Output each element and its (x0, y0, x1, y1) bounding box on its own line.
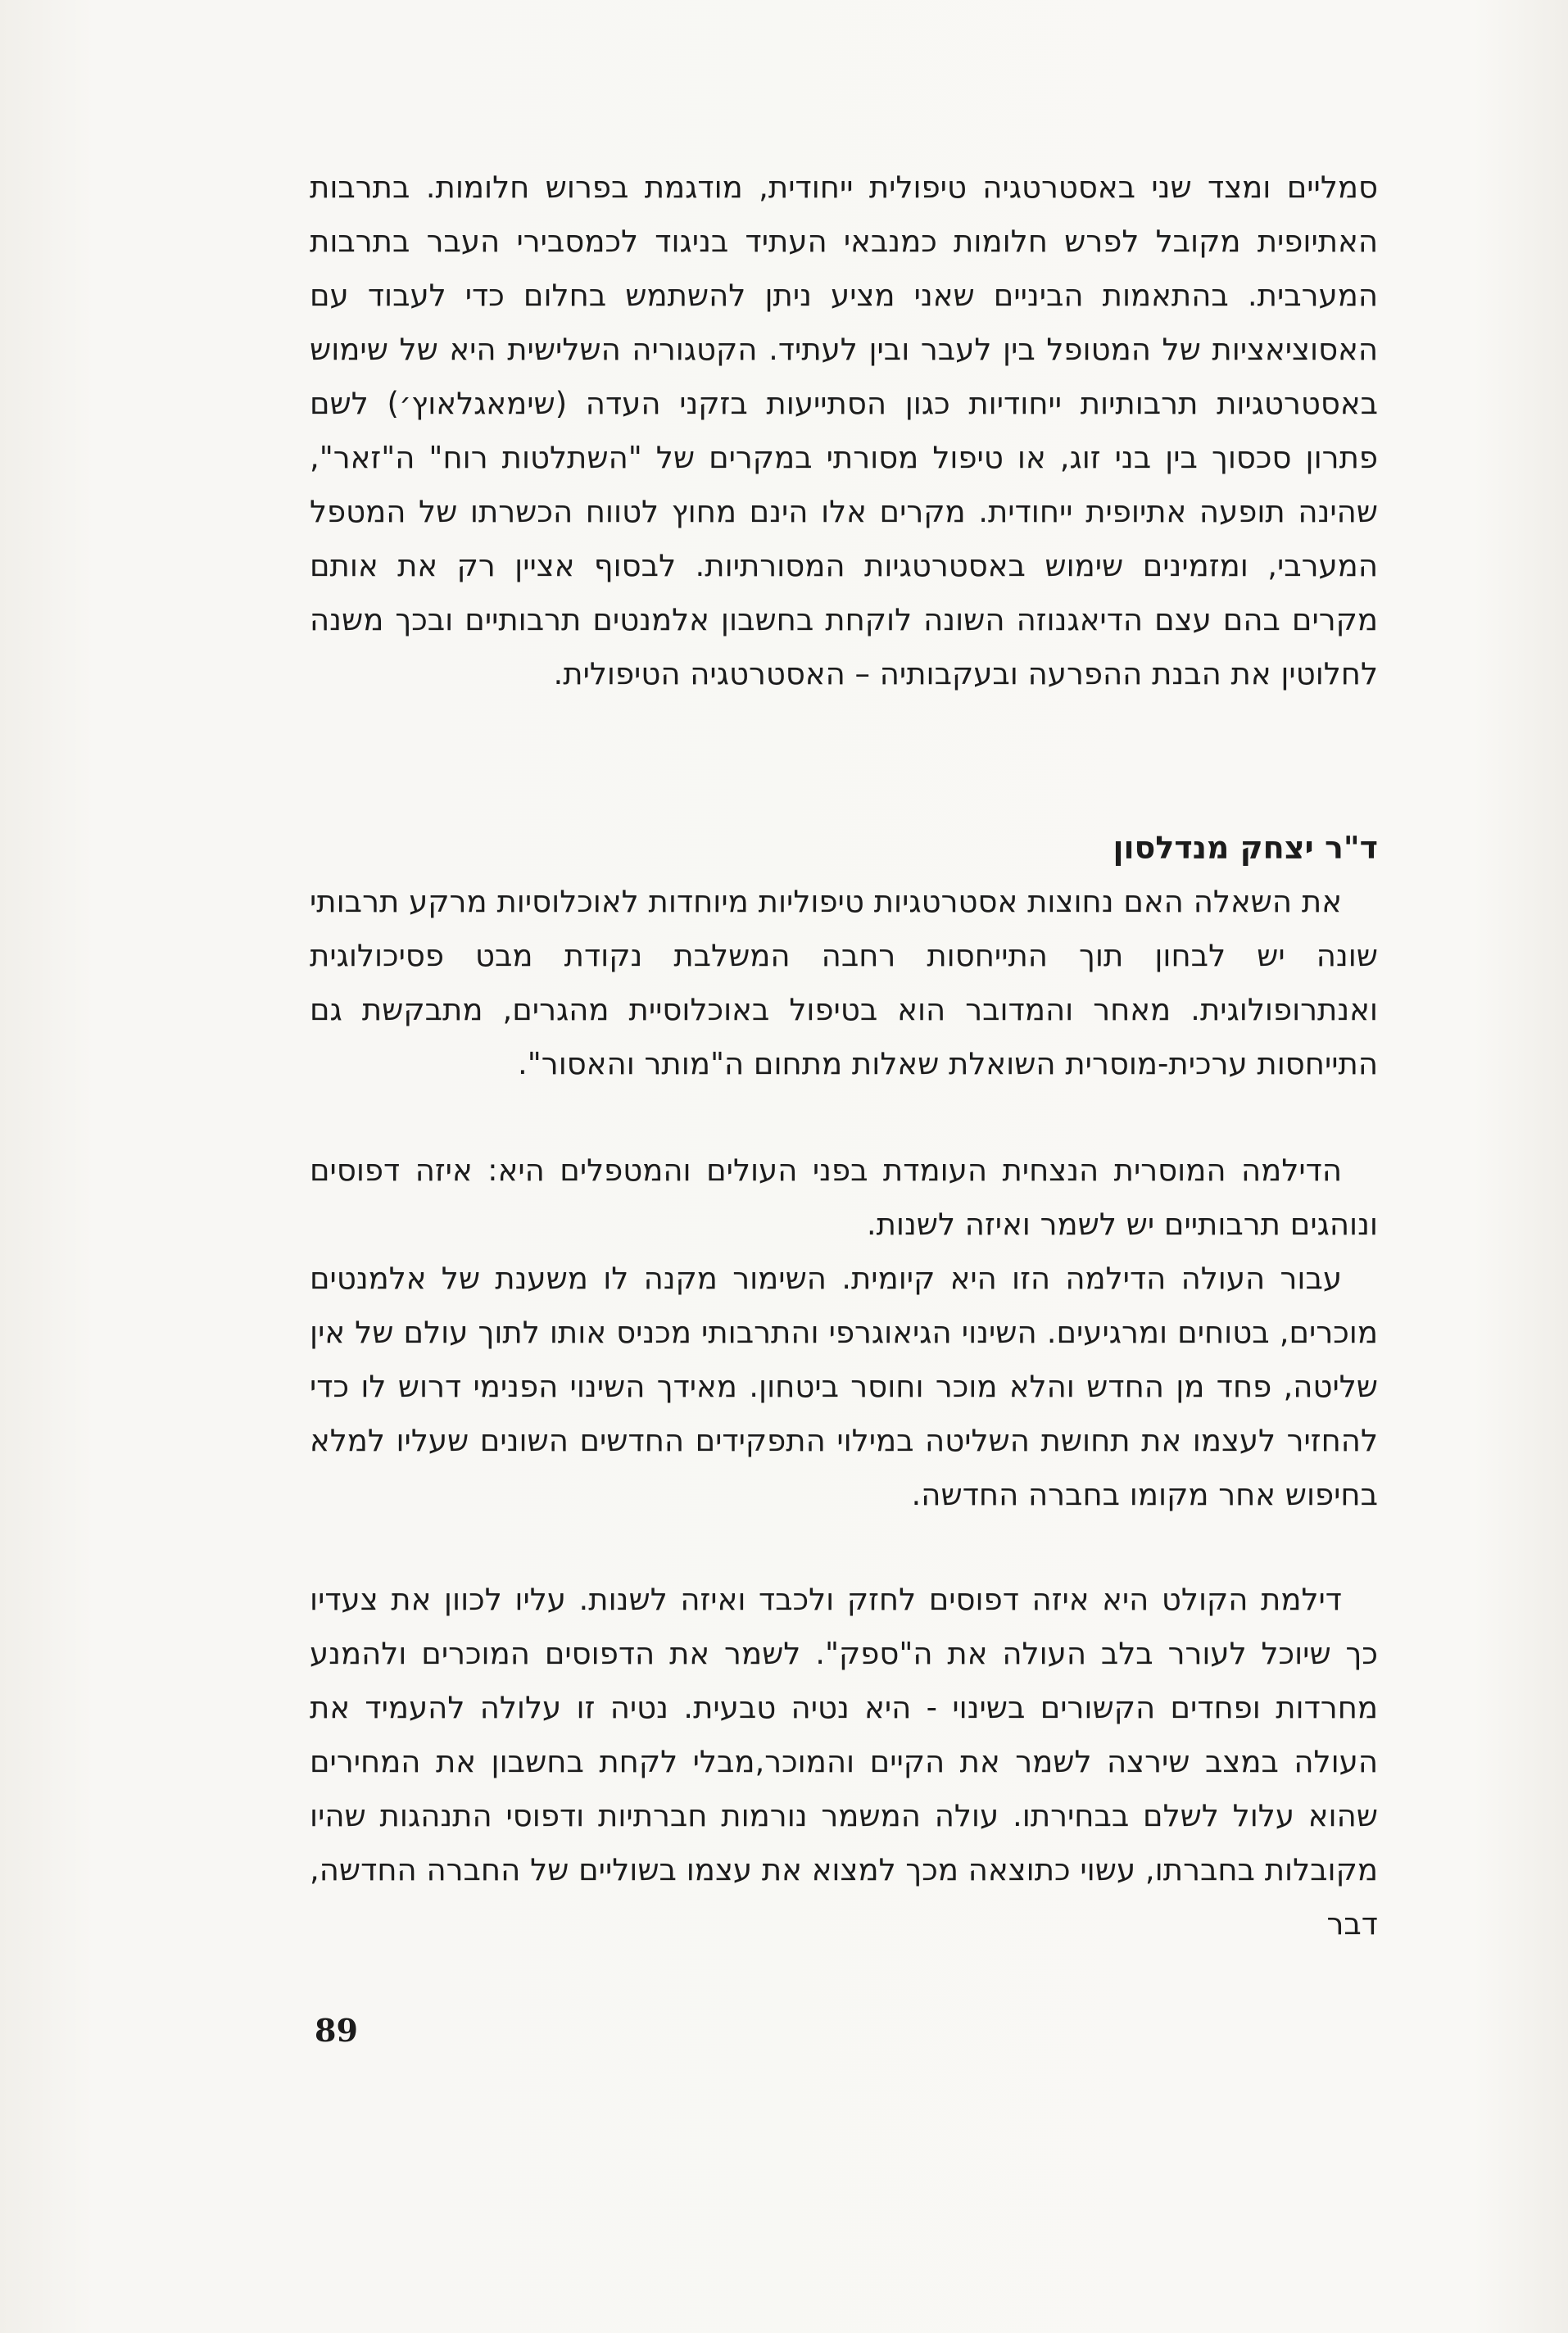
paragraph-moral-dilemma (310, 1144, 1378, 1252)
paragraph-text: סמליים ומצד שני באסטרטגיה טיפולית ייחודית, מודגמת בפרוש חלומות. בתרבות האתיופית מקובל לפרש חלומות כמנבאי העתיד בניגוד לכמסבירי העבר בתרבות המערבית. בהתאמות הביניים שאני מציע ניתן להשתמש בחלום כדי לעבוד עם האסוציאציות של המטופל בין לעבר ובין לעתיד. הקטגוריה השלישית היא של שימוש באסטרטגיות תרבותיות ייחודיות כגון הסתייעות בזקני העדה (שימאגלאוץ׳) לשם פתרון סכסוך בין בני זוג, או טיפול מסורתי במקרים של "השתלטות רוח" ה"זאר", שהינה תופעה אתיופית ייחודית. מקרים אלו הינם מחוץ לטווח הכשרתו של המטפל המערבי, ומזמינים שימוש באסטרטגיות המסורתיות. לבסוף אציין רק את אותם מקרים בהם עצם הדיאגנוזה השונה לוקחת בחשבון אלמנטים תרבותיים ובכך משנה לחלוטין את הבנת ההפרעה ובעקבותיה – האסטרטגיה הטיפולית. (310, 170, 1378, 691)
paragraph-therapeutic-strategies (310, 875, 1378, 1091)
paragraph-text: עבור העולה הדילמה הזו היא קיומית. השימור מקנה לו משענת של אלמנטים מוכרים, בטוחים ומרגיעים. השינוי הגיאוגרפי והתרבותי מכניס אותו לתוך עולם של אין שליטה, פחד מן החדש והלא מוכר וחוסר ביטחון. מאידך השינוי הפנימי דרוש לו כדי להחזיר לעצמו את תחושת השליטה במילוי התפקידים החדשים השונים שעליו למלא בחיפוש אחר מקומו בחברה החדשה. (310, 1261, 1378, 1512)
paragraph-immigrant-dilemma (310, 1252, 1378, 1522)
paragraph-text: את השאלה האם נחוצות אסטרטגיות טיפוליות מיוחדות לאוכלוסיות מרקע תרבותי שונה יש לבחון תוך התייחסות רחבה המשלבת נקודת מבט פסיכולוגית ואנתרופולוגית. מאחר והמדובר הוא בטיפול באוכלוסיית מהגרים, מתבקשת גם התייחסות ערכית-מוסרית השואלת שאלות מתחום ה"מותר והאסור". (310, 884, 1378, 1081)
page-number: 89 (315, 2012, 358, 2049)
paragraph-absorber-dilemma (310, 1573, 1378, 1951)
paragraph-text: הדילמה המוסרית הנצחית העומדת בפני העולים והמטפלים היא: איזה דפוסים ונוהגים תרבותיים יש לשמר ואיזה לשנות. (310, 1153, 1378, 1242)
paragraph-text: דילמת הקולט היא איזה דפוסים לחזק ולכבד ואיזה לשנות. עליו לכוון את צעדיו כך שיוכל לעורר בלב העולה את ה"ספק". לשמר את הדפוסים המוכרים ולהמנע מחרדות ופחדים הקשורים בשינוי - היא נטיה טבעית. נטיה זו עלולה להעמיד את העולה במצב שירצה לשמר את הקיים והמוכר,מבלי לקחת בחשבון את המחירים שהוא עלול לשלם בבחירתו. עולה המשמר נורמות חברתיות ודפוסי התנהגות שהיו מקובלות בחברתו, עשוי כתוצאה מכך למצוא את עצמו בשוליים של החברה החדשה, דבר (310, 1582, 1378, 1941)
paragraph-dream-interpretation (310, 161, 1378, 701)
section-heading-author: ד"ר יצחק מנדלסון (1113, 830, 1378, 866)
